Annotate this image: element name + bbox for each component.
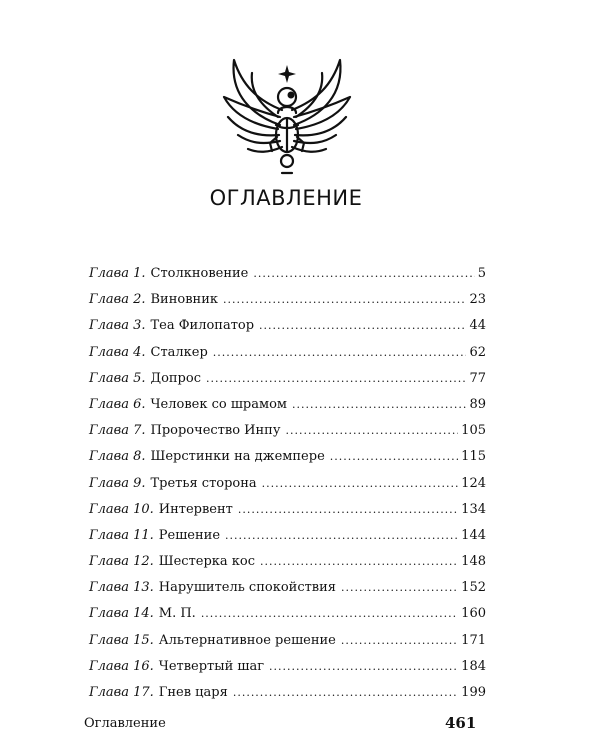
page-number: 89 (469, 396, 486, 412)
toc-entry (89, 266, 486, 292)
page-number: 44 (469, 318, 486, 334)
table-of-contents (89, 266, 486, 711)
chapter-number: Глава 10. (89, 501, 154, 517)
page-number: 105 (461, 423, 486, 439)
page-number: 115 (461, 449, 486, 465)
dot-leader (253, 267, 474, 280)
page-number: 23 (469, 292, 486, 308)
toc-entry (89, 318, 486, 344)
toc-entry (89, 449, 486, 475)
dot-leader (341, 581, 458, 594)
dot-leader (206, 372, 466, 385)
page-number: 171 (461, 632, 486, 648)
toc-entry (89, 476, 486, 502)
page-number: 62 (469, 344, 486, 360)
chapter-number: Глава 11. (89, 527, 154, 543)
chapter-title: Человек со шрамом (150, 396, 288, 412)
chapter-number: Глава 14. (89, 606, 154, 622)
dot-leader (238, 503, 458, 516)
dot-leader (269, 660, 458, 673)
page-number: 77 (469, 370, 486, 386)
toc-entry (89, 292, 486, 318)
chapter-number: Глава 1. (89, 266, 146, 281)
running-footer-label: Оглавление (84, 716, 166, 731)
chapter-title: Допрос (150, 370, 201, 386)
page-number: 152 (461, 580, 486, 596)
toc-entry (89, 345, 486, 371)
chapter-title: Сталкер (150, 344, 208, 360)
dot-leader (223, 293, 466, 306)
dot-leader (292, 398, 466, 411)
page-number: 160 (461, 606, 486, 622)
dot-leader (260, 555, 458, 568)
page-number: 199 (461, 685, 486, 700)
dot-leader (225, 529, 458, 542)
toc-entry (89, 502, 486, 528)
chapter-title: Пророчество Инпу (150, 423, 281, 439)
chapter-number: Глава 12. (89, 554, 154, 570)
toc-entry (89, 528, 486, 554)
toc-entry (89, 580, 486, 606)
page-number: 184 (461, 658, 486, 674)
folio-page-number: 461 (445, 714, 477, 732)
chapter-title: Столкновение (150, 266, 249, 281)
chapter-title: Третья сторона (150, 475, 257, 491)
chapter-number: Глава 16. (89, 658, 154, 674)
winged-scarab-icon (212, 55, 362, 180)
dot-leader (233, 686, 458, 699)
chapter-title: Решение (158, 527, 221, 543)
page-number: 124 (461, 475, 486, 491)
dot-leader (341, 634, 458, 647)
dot-leader (259, 319, 466, 332)
dot-leader (330, 450, 458, 463)
toc-entry (89, 633, 486, 659)
chapter-number: Глава 8. (89, 449, 146, 465)
dot-leader (201, 607, 458, 620)
chapter-number: Глава 7. (89, 423, 146, 439)
chapter-title: Теа Филопатор (150, 318, 255, 334)
chapter-title: Шестерка кос (158, 554, 256, 570)
page-number: 134 (461, 501, 486, 517)
chapter-title: Гнев царя (158, 685, 228, 700)
toc-entry (89, 423, 486, 449)
chapter-title: Виновник (150, 292, 218, 308)
chapter-number: Глава 9. (89, 475, 146, 491)
page-number: 148 (461, 554, 486, 570)
toc-entry (89, 371, 486, 397)
page-number: 5 (477, 266, 486, 281)
chapter-number: Глава 4. (89, 344, 146, 360)
chapter-number: Глава 2. (89, 292, 146, 308)
chapter-title: Четвертый шаг (158, 658, 265, 674)
chapter-number: Глава 17. (89, 685, 154, 700)
toc-entry (89, 685, 486, 711)
chapter-title: Шерстинки на джемпере (150, 449, 325, 465)
chapter-title: М. П. (158, 606, 196, 622)
toc-entry (89, 659, 486, 685)
chapter-title: Нарушитель спокойствия (158, 580, 336, 596)
chapter-number: Глава 15. (89, 632, 154, 648)
page-number: 144 (461, 527, 486, 543)
page-title: ОГЛАВЛЕНИЕ (209, 186, 363, 210)
chapter-number: Глава 6. (89, 396, 146, 412)
chapter-number: Глава 5. (89, 370, 146, 386)
chapter-title: Интервент (158, 501, 233, 517)
chapter-number: Глава 3. (89, 318, 146, 334)
chapter-title: Альтернативное решение (158, 632, 336, 648)
dot-leader (286, 424, 459, 437)
toc-entry (89, 554, 486, 580)
dot-leader (262, 477, 459, 490)
toc-entry (89, 397, 486, 423)
chapter-number: Глава 13. (89, 580, 154, 596)
dot-leader (213, 346, 467, 359)
toc-entry (89, 606, 486, 632)
